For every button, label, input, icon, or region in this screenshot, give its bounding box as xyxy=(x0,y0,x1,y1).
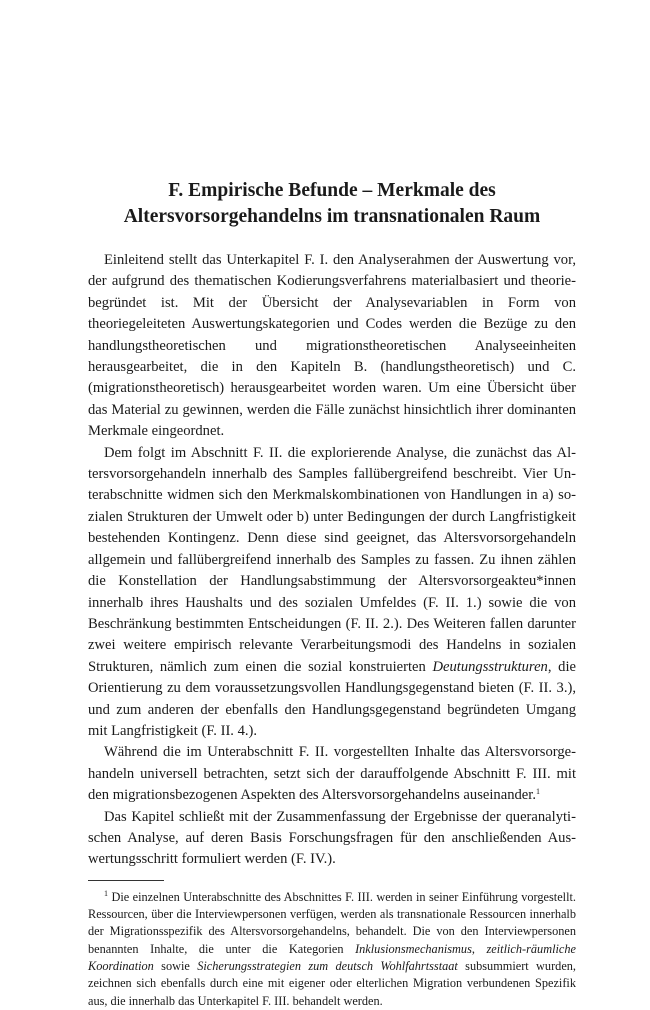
paragraph-2: Dem folgt im Abschnitt F. II. die explorierende Analyse, die zunächst das Altersvorsorgehandeln innerhalb des Samples fallübergreifend beschreibt. Vier Unterabschnitte widmen sich den Merkmalskombinationen von Handlungen in a) sozialen Strukturen der Umwelt oder b) unter Bedingungen der durch Langfristigkeit bestehenden Kontingenz. Denn diese sind geeignet, das Altersvorsorgehandeln allgemein und fallübergreifend innerhalb des Samples zu fassen. Zu ihnen zählen die Konstellation der Handlungsabstimmung der Altersvorsorgeakteu*innen innerhalb ihres Haushalts und des sozialen Umfeldes (F. II. 1.) sowie die von Beschränkung bestimmten Entscheidungen (F. II. 2.). Des Weiteren fallen darunter zwei weitere empirisch relevante Verarbeitungsmodi des Handelns in sozialen Strukturen, nämlich zum einen die sozial konstruierten Deutungsstrukturen, die Orientierung zu dem voraussetzungsvollen Handlungsgegenstand bieten (F. II. 3.), und zum anderen der ebenfalls den Handlungsgegenstand begründeten Umgang mit Langfristigkeit (F. II. 4.). xyxy=(88,444,576,739)
footnote-reference[interactable]: 1 xyxy=(535,787,540,797)
emphasis-deutungsstrukturen: Deutungsstrukturen xyxy=(432,658,548,675)
footnote-mark: 1 xyxy=(104,888,108,898)
footnote-divider xyxy=(88,880,164,881)
document-page xyxy=(88,178,576,1010)
paragraph-3: Während die im Unterabschnitt F. II. vorgestellten Inhalte das Altersvorsorgehandeln universell betrachten, setzt sich der darauffolgende Abschnitt F. III. mit den migrationsbezogenen Aspekten des Altersvorsorgehandelns auseinander.$^1$ xyxy=(88,744,576,804)
footnote-1: $^1$ Die einzelnen Unterabschnitte des Abschnittes F. III. werden in seiner Einführung vorgestellt. Ressourcen, über die Interviewpersonen verfügen, werden als transnationale Ressourcen innerhalb der Migrationsspezifik des Altersvorsorgehandelns, behandelt. Die von den Interviewpersonen benannten Inhalte, die unter die Kategorien Inklusionsmechanismus, zeitlich-räumliche Koordination sowie Sicherungsstrategien zum deutsch Wohlfahrtsstaat subsummiert wurden, zeichnen sich ebenfalls durch eine mit eigener oder elterlichen Migration verbundenen Spezifik aus, die innerhalb das Unterkapitel F. III. behandelt werden. xyxy=(88,888,576,1008)
paragraph-4: Das Kapitel schließt mit der Zusammenfassung der Ergebnisse der queranalytischen Analyse, auf deren Basis Forschungsfragen für den anschließenden Auswertungsschritt formuliert werden (F. IV.). xyxy=(88,808,576,868)
paragraph-1: Einleitend stellt das Unterkapitel F. I. den Analyserahmen der Auswertung vor, der aufgrund des thematischen Kodierungsverfahrens materialbasiert und theoriebegründet ist. Mit der Übersicht der Analysevariablen in Form von theoriegeleiteten Auswertungskategorien und Codes werden die Bezüge zu den handlungstheoretischen und migrationstheoretischen Analyseeinheiten herausgearbeitet, die in den Kapiteln B. (handlungstheoretisch) und C. (migrationstheoretisch) herausgearbeitet worden waren. Um eine Übersicht über das Material zu gewinnen, werden die Fälle zunächst hinsichtlich ihrer dominanten Merkmale eingeordnet. xyxy=(88,252,576,440)
chapter-heading-line-2: Altersvorsorgehandelns im transnationalen Raum xyxy=(123,206,541,227)
chapter-heading-line-1: F. Empirische Befunde – Merkmale des xyxy=(168,180,496,201)
chapter-heading xyxy=(88,178,576,230)
